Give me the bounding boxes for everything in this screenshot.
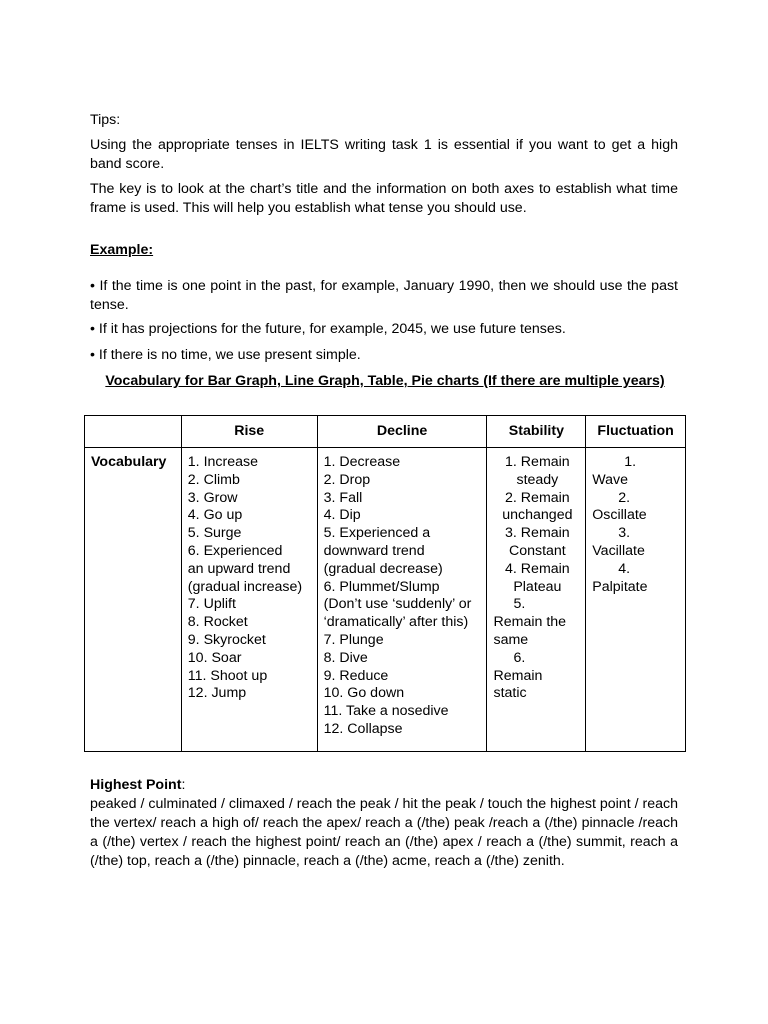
stability-item: same <box>493 631 529 648</box>
tips-label: Tips: <box>90 112 121 128</box>
fluctuation-item: Oscillate <box>592 507 647 524</box>
rise-item: 9. Skyrocket <box>187 631 266 648</box>
table-row <box>85 448 686 752</box>
bullet-past: • If the time is one point in the past, for example, January 1990, then we should use the past tense. <box>90 278 678 313</box>
bullet-present: • If there is no time, we use present simple. <box>90 347 361 363</box>
fluctuation-item: 1. <box>624 454 637 470</box>
fluctuation-cell <box>586 448 686 752</box>
rise-item: 5. Surge <box>187 525 242 542</box>
header-empty <box>85 416 182 448</box>
rise-item: 3. Grow <box>187 489 238 506</box>
header-decline: Decline <box>317 416 487 448</box>
decline-item: 3. Fall <box>323 489 363 506</box>
fluctuation-item: Vacillate <box>592 542 645 559</box>
intro-paragraph: Using the appropriate tenses in IELTS writing task 1 is essential if you want to get a high band score. <box>90 137 678 172</box>
rise-item: 8. Rocket <box>187 614 248 631</box>
header-stability: Stability <box>487 416 586 448</box>
fluctuation-item: 3. <box>618 525 631 542</box>
example-heading: Example: <box>90 242 154 258</box>
stability-item: Remain the <box>493 614 567 631</box>
rise-cell <box>181 448 317 752</box>
fluctuation-item: Palpitate <box>592 578 648 595</box>
stability-cell <box>487 448 586 752</box>
vocabulary-table <box>84 415 686 752</box>
decline-item: 11. Take a nosedive <box>323 703 449 720</box>
rise-item: 2. Climb <box>187 471 240 488</box>
decline-item: ‘dramatically’ after this) <box>323 614 469 631</box>
decline-item: (Don’t use ‘suddenly’ or <box>323 596 472 613</box>
stability-item: 4. Remain <box>505 560 570 577</box>
fluctuation-item: 4. <box>618 560 631 577</box>
stability-item: 5. <box>513 596 526 613</box>
decline-item: 6. Plummet/Slump <box>323 578 440 595</box>
highest-point-heading <box>90 776 185 795</box>
stability-item: static <box>493 685 527 702</box>
rise-item: 11. Shoot up <box>187 667 268 684</box>
decline-item: 12. Collapse <box>323 720 403 737</box>
stability-item: 6. <box>513 649 526 666</box>
fluctuation-item: Wave <box>592 471 629 488</box>
decline-item: 9. Reduce <box>323 667 389 684</box>
stability-item: Remain <box>493 667 543 684</box>
decline-cell <box>317 448 487 752</box>
highest-point-label: Highest Point <box>90 777 182 793</box>
stability-item: Plateau <box>513 578 562 595</box>
fluctuation-item: 2. <box>618 489 631 506</box>
decline-item: 5. Experienced a <box>323 525 431 542</box>
rise-item: 10. Soar <box>187 649 242 666</box>
decline-item: downward trend <box>323 542 425 559</box>
decline-item: 8. Dive <box>323 649 368 666</box>
header-rise: Rise <box>181 416 317 448</box>
rise-item: (gradual increase) <box>187 578 303 595</box>
table-header-row <box>85 416 686 448</box>
decline-item: 10. Go down <box>323 685 405 702</box>
row-label-vocabulary: Vocabulary <box>85 448 182 752</box>
rise-item: an upward trend <box>187 560 291 577</box>
stability-item: 1. Remain <box>505 454 570 470</box>
stability-item: steady <box>516 471 559 488</box>
stability-item: Constant <box>508 542 566 559</box>
decline-item: (gradual decrease) <box>323 560 443 577</box>
highest-point-colon: : <box>181 777 186 793</box>
rise-item: 6. Experienced <box>187 542 283 559</box>
bullet-future: • If it has projections for the future, for example, 2045, we use future tenses. <box>90 321 566 337</box>
decline-item: 4. Dip <box>323 507 361 524</box>
decline-item: 7. Plunge <box>323 631 384 648</box>
rise-item: 4. Go up <box>187 507 243 524</box>
decline-item: 1. Decrease <box>323 454 401 470</box>
rise-item: 12. Jump <box>187 685 247 702</box>
header-fluctuation: Fluctuation <box>586 416 686 448</box>
stability-item: unchanged <box>502 507 573 524</box>
stability-item: 3. Remain <box>505 525 570 542</box>
highest-point-text: peaked / culminated / climaxed / reach the peak / hit the peak / touch the highest point / reach the vertex/ reach a high of/ reach the apex/ reach a (/the) peak /reach a (/the) pinnacle /reach a (/the) vertex / reach the highest point/ reach an (/the) apex / reach a (/the) summit, reach a (/the) top, reach a (/the) pinnacle, reach a (/the) acme, reach a (/the) zenith. <box>90 796 678 869</box>
rise-item: 1. Increase <box>187 454 258 470</box>
decline-item: 2. Drop <box>323 471 371 488</box>
table-title: Vocabulary for Bar Graph, Line Graph, Table, Pie charts (If there are multiple years) <box>105 373 665 389</box>
rise-item: 7. Uplift <box>187 596 236 613</box>
stability-item: 2. Remain <box>505 489 570 506</box>
key-paragraph: The key is to look at the chart’s title and the information on both axes to establish what time frame is used. This will help you establish what tense you should use. <box>90 181 678 216</box>
